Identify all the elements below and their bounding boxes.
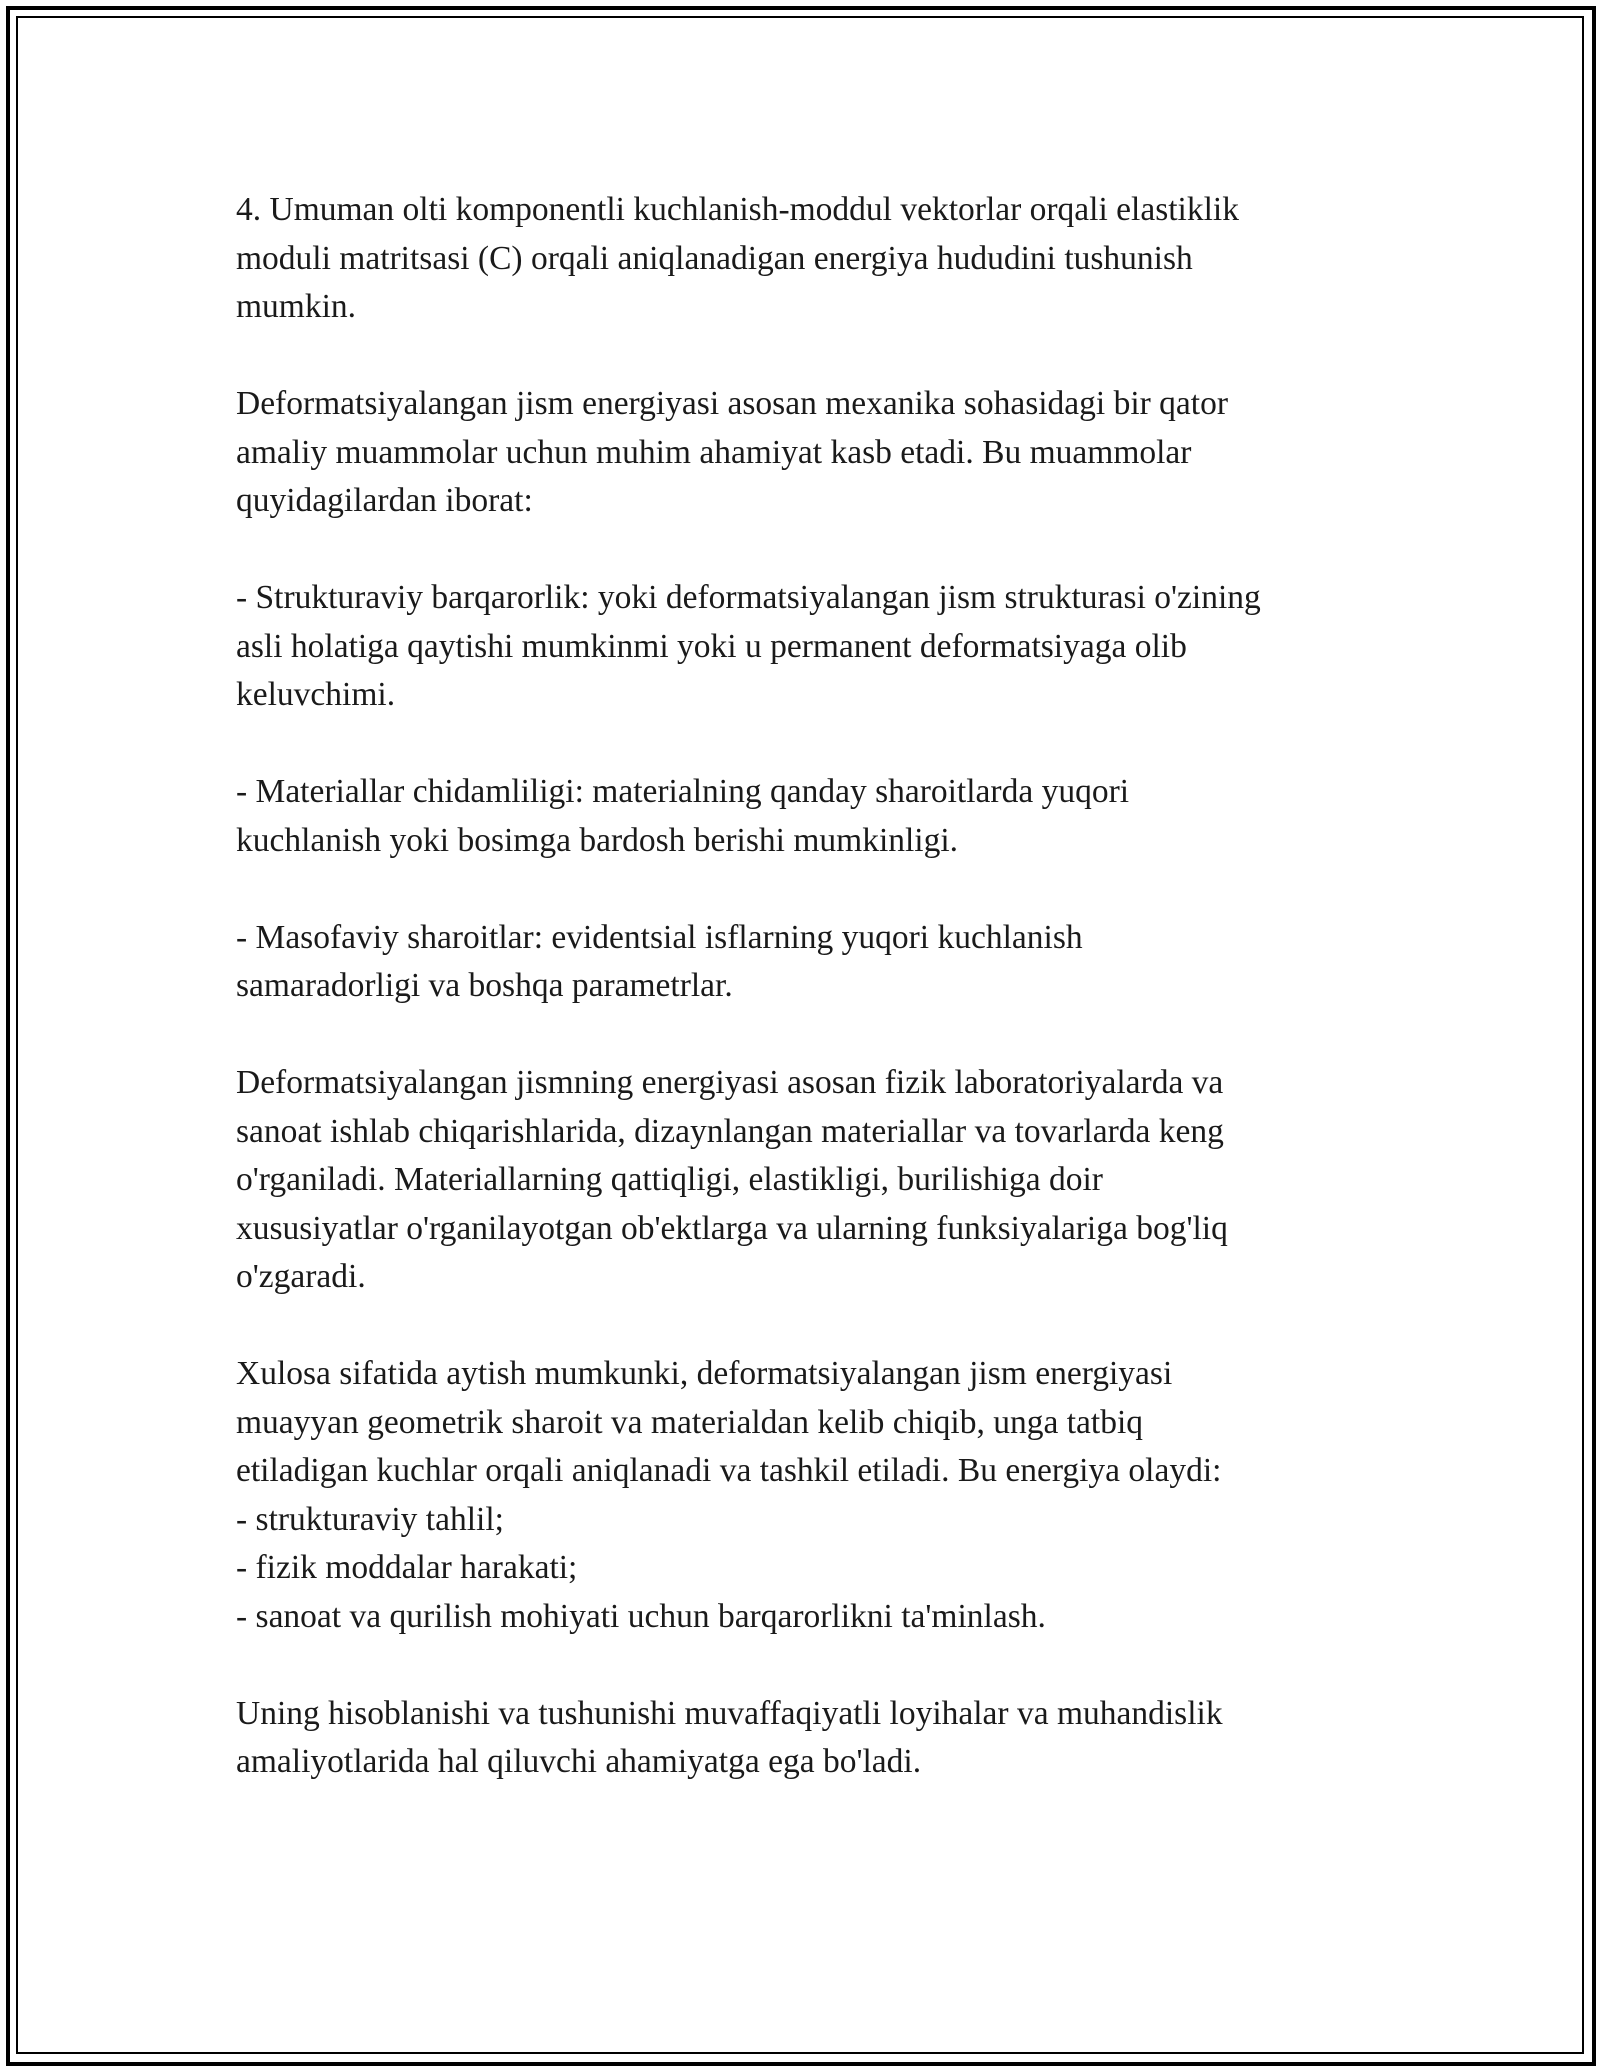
list-item-structural-stability: - Strukturaviy barqarorlik: yoki deformatsiyalangan jism strukturasi o'zining asli holatiga qaytishi mumkinmi yoki u permanent deformatsiyaga olib keluvchimi. [236,579,1261,713]
paragraph-importance: Deformatsiyalangan jism energiyasi asosan mexanika sohasidagi bir qator amaliy muammolar uchun muhim ahamiyat kasb etadi. Bu muammolar quyidagilardan iborat: [236,385,1229,519]
paragraph-intro-item-4: 4. Umuman olti komponentli kuchlanish-moddul vektorlar orqali elastiklik moduli matritsasi (C) orqali aniqlanadigan energiya hududini tushunish mumkin. [236,191,1239,325]
list-item-material-strength: - Materiallar chidamliligi: materialning qanday sharoitlarda yuqori kuchlanish yoki bosimga bardosh berishi mumkinligi. [236,773,1130,859]
list-item-remote-conditions: - Masofaviy sharoitlar: evidentsial isflarning yuqori kuchlanish samaradorligi va boshqa parametrlar. [236,918,1083,1004]
document-body [236,186,1386,1787]
paragraph-final: Uning hisoblanishi va tushunishi muvaffaqiyatli loyihalar va muhandislik amaliyotlarida hal qiluvchi ahamiyatga ega bo'ladi. [236,1694,1223,1780]
paragraph-conclusion: Xulosa sifatida aytish mumkunki, deformatsiyalangan jism energiyasi muayyan geometrik sharoit va materialdan kelib chiqib, unga tatbiq etiladigan kuchlar orqali aniqlanadi va tashkil etiladi. Bu energiya olaydi: - strukturaviy tahlil; - fizik moddalar harakati; - sanoat va qurilish mohiyati uchun barqarorlikni ta'minlash. [236,1355,1222,1635]
paragraph-laboratory-study: Deformatsiyalangan jismning energiyasi asosan fizik laboratoriyalarda va sanoat ishlab chiqarishlarida, dizaynlangan materiallar va tovarlarda keng o'rganiladi. Materiallarning qattiqligi, elastikligi, burilishiga doir xususiyatlar o'rganilayotgan ob'ektlarga va ularning funksiyalariga bog'liq o'zgaradi. [236,1064,1228,1295]
